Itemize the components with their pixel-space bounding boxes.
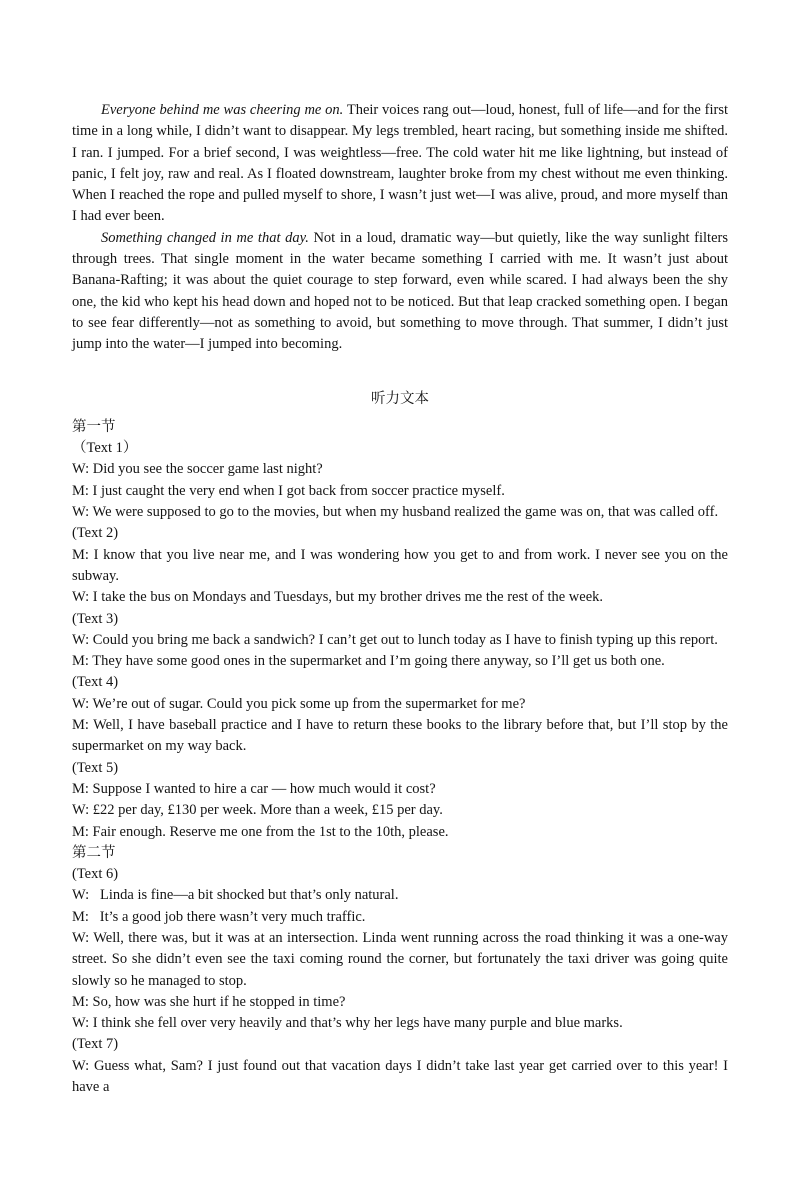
transcript-line: (Text 6) — [72, 866, 119, 883]
transcript-line: W: Could you bring me back a sandwich? I can’t get out to lunch today as I have to finish typing up this report. — [72, 631, 718, 648]
transcript-line: M: Well, I have baseball practice and I have to return these books to the library before that, but I’ll stop by the supermarket on my way back. — [72, 717, 728, 755]
transcript-line: 第一节 — [72, 418, 116, 435]
listening-transcript-heading: 听力文本 — [371, 390, 429, 407]
transcript-line: W: I think she fell over very heavily and that’s why her legs have many purple and blue marks. — [72, 1015, 623, 1032]
passage-text-1: Their voices rang out—loud, honest, full of life—and for the first time in a long while, I didn’t want to disappear. My legs trembled, heart racing, but something inside me shifted. I ran. I jumped. For a brief second, I was weightless—free. The cold water hit me like lightning, but instead of panic, I felt joy, raw and real. As I floated downstream, laughter broke from my chest without me even thinking. When I reached the rope and pulled myself to shore, I wasn’t just wet—I was alive, proud, and more myself than I had ever been. — [72, 102, 728, 225]
transcript-lines — [72, 417, 728, 1099]
reading-passage — [72, 100, 728, 356]
transcript-line: W: Guess what, Sam? I just found out that vacation days I didn’t take last year get carried over to this year! I have a — [72, 1057, 728, 1096]
transcript-line: （Text 1） — [72, 440, 138, 457]
transcript-line: W: We were supposed to go to the movies, but when my husband realized the game was on, that was called off. — [72, 504, 719, 521]
passage-lead-italic-2: Something changed in me that day. — [101, 229, 309, 246]
transcript-line: W: Did you see the soccer game last night? — [72, 461, 323, 478]
transcript-line: M: Fair enough. Reserve me one from the 1st to the 10th, please. — [72, 823, 449, 840]
transcript-line: (Text 5) — [72, 759, 119, 776]
passage-paragraph-2 — [72, 228, 728, 356]
passage-text-2: Not in a loud, dramatic way—but quietly, like the way sunlight filters through trees. That single moment in the water became something I carried with me. It wasn’t just about Banana-Rafting; it was about the quiet courage to step forward, even while scared. I had always been the shy one, the kid who kept his head down and hoped not to be noticed. But that leap cracked something open. I began to see fear differently—not as something to avoid, but something to move through. That summer, I didn’t just jump into the water—I jumped into becoming. — [72, 229, 728, 353]
passage-paragraph-1 — [72, 100, 728, 228]
transcript-line: M: So, how was she hurt if he stopped in time? — [72, 993, 346, 1010]
transcript-line: W: We’re out of sugar. Could you pick some up from the supermarket for me? — [72, 695, 526, 712]
transcript-line: M: I just caught the very end when I got back from soccer practice myself. — [72, 482, 505, 499]
transcript-line: M: Suppose I wanted to hire a car — how much would it cost? — [72, 780, 436, 797]
transcript-line: W: Linda is fine—a bit shocked but that’s only natural. — [72, 887, 399, 904]
passage-lead-italic-1: Everyone behind me was cheering me on. — [101, 102, 344, 118]
transcript-line: (Text 4) — [72, 674, 119, 691]
transcript-line: M: I know that you live near me, and I was wondering how you get to and from work. I never see you on the subway. — [72, 546, 728, 584]
transcript-line: W: Well, there was, but it was at an intersection. Linda went running across the road thinking it was a one-way street. So she didn’t even see the taxi coming round the corner, but fortunately the taxi driver was going quite slowly so he managed to stop. — [72, 929, 728, 989]
transcript-line: (Text 2) — [72, 525, 119, 542]
transcript-line: W: £22 per day, £130 per week. More than a week, £15 per day. — [72, 802, 443, 819]
transcript-line: M: They have some good ones in the supermarket and I’m going there anyway, so I’ll get us both one. — [72, 653, 665, 670]
transcript-line: (Text 3) — [72, 610, 119, 627]
transcript-line: W: I take the bus on Mondays and Tuesdays, but my brother drives me the rest of the week. — [72, 589, 604, 606]
transcript-line: M: It’s a good job there wasn’t very much traffic. — [72, 908, 366, 925]
transcript-line: (Text 7) — [72, 1036, 119, 1053]
transcript-line: 第二节 — [72, 844, 116, 861]
